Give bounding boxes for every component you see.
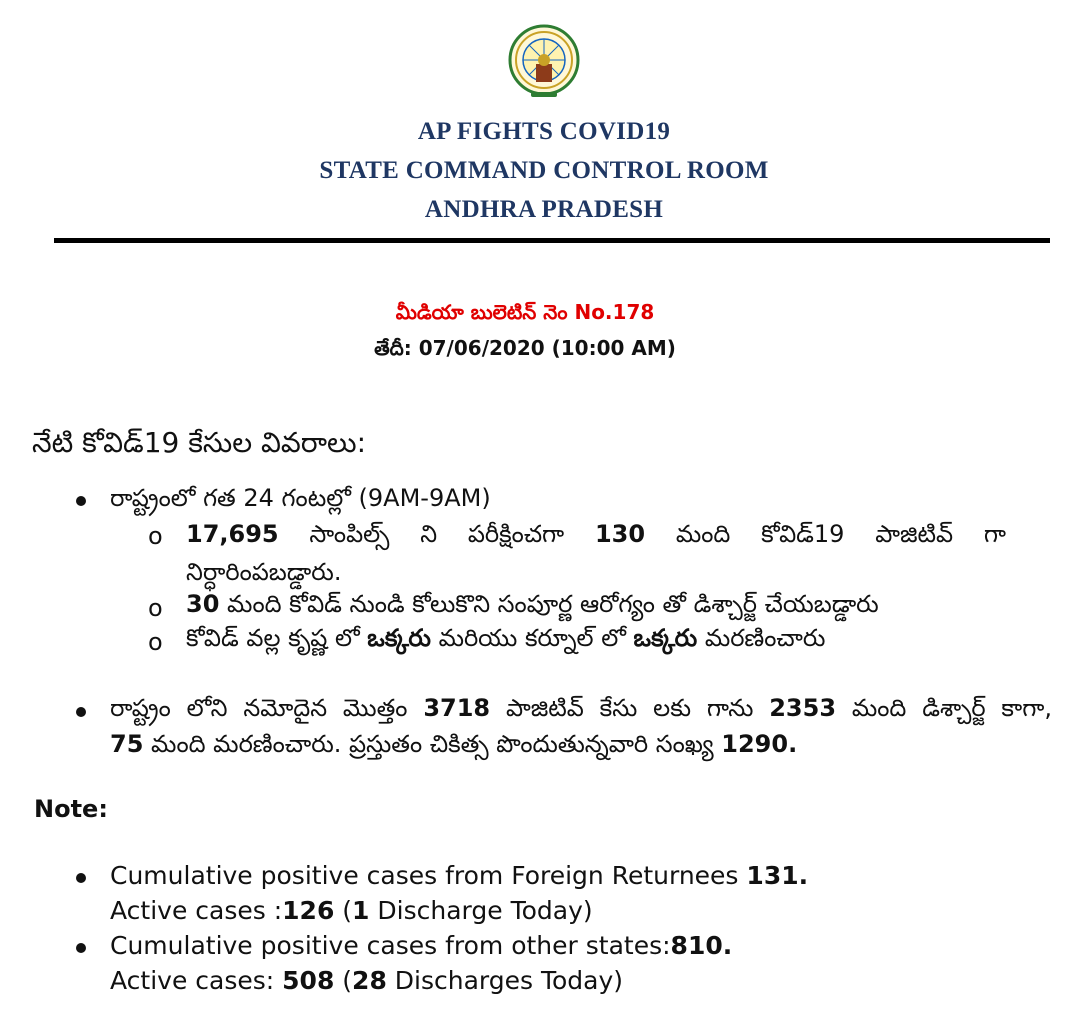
date-value: : 07/06/2020 (10:00 AM) <box>403 336 676 360</box>
samples-text: సాంపిల్స్ ని పరీక్షించగా <box>309 520 565 548</box>
state-24h-intro: రాష్ట్రంలో గత 24 గంటల్లో (9AM-9AM) <box>110 484 491 512</box>
header-line-2: STATE COMMAND CONTROL ROOM <box>319 157 769 184</box>
total-positive: 3718 <box>423 694 491 722</box>
deaths-line <box>186 624 825 658</box>
bullet-icon <box>76 873 86 883</box>
foreign-line <box>110 861 808 890</box>
foreign-active: 126 <box>282 896 335 925</box>
foreign-discharge: 1 <box>352 896 370 925</box>
recovered-count: 30 <box>186 590 220 618</box>
section-title <box>32 426 366 466</box>
other-discharge: 28 <box>352 966 387 995</box>
foreign-active-line <box>110 896 593 925</box>
bullet-icon <box>76 707 86 717</box>
section-title-colon: : <box>356 426 366 459</box>
header-divider <box>54 238 1050 243</box>
state-total-line-2 <box>110 730 797 764</box>
deaths-post: మరణించారు <box>704 624 826 652</box>
state-total-line-1 <box>110 694 1052 728</box>
circle-bullet-icon: o <box>148 628 163 656</box>
positive-count: 130 <box>594 520 646 548</box>
deaths-kurnool: ఒక్కరు <box>633 624 698 652</box>
bulletin-title: మీడియా బులెటిన్ నెం No.178 <box>395 300 655 324</box>
other-count: 810. <box>670 931 733 960</box>
bulletin-date <box>0 336 1050 365</box>
other-paren: ( <box>334 966 353 995</box>
total-deaths: 75 <box>110 730 144 758</box>
total-active: 1290. <box>721 730 798 758</box>
deaths-krishna: ఒక్కరు <box>367 624 431 652</box>
section-title-text: నేటి కోవిడ్19 కేసుల వివరాలు <box>32 426 357 459</box>
foreign-paren: ( <box>334 896 353 925</box>
foreign-text: Cumulative positive cases from Foreign Returnees <box>110 861 739 890</box>
other-discharge-text: Discharges Today) <box>386 966 624 995</box>
deaths-mid: మరియు కర్నూల్ లో <box>438 624 626 652</box>
foreign-count: 131. <box>746 861 809 890</box>
total-pre: రాష్ట్రం లోని నమోదైన మొత్తం <box>110 694 408 722</box>
other-active: 508 <box>282 966 335 995</box>
foreign-active-label: Active cases : <box>110 896 283 925</box>
circle-bullet-icon: o <box>148 522 163 550</box>
other-active-line <box>110 966 623 995</box>
other-line <box>110 931 732 960</box>
recovered-text: మంది కోవిడ్ నుండి కోలుకొని సంపూర్ణ ఆరోగ్యం తో డిశ్చార్జ్ చేయబడ్డారు <box>227 590 879 618</box>
other-active-label: Active cases: <box>110 966 283 995</box>
positive-text: మంది కోవిడ్19 పాజిటివ్ గా <box>675 520 1007 548</box>
header-line-3: ANDHRA PRADESH <box>424 196 664 223</box>
bullet-icon <box>76 496 86 506</box>
total-mid2: మంది డిశ్చార్జ్ కాగా, <box>851 694 1052 722</box>
deaths-pre: కోవిడ్ వల్ల కృష్ణ లో <box>186 624 360 652</box>
bullet-icon <box>76 943 86 953</box>
date-label: తేదీ <box>374 336 404 360</box>
foreign-discharge-text: Discharge Today) <box>369 896 593 925</box>
total-discharged: 2353 <box>769 694 837 722</box>
note-label: Note: <box>34 795 108 823</box>
circle-bullet-icon: o <box>148 594 163 622</box>
total-mid3: మంది మరణించారు. ప్రస్తుతం చికిత్స పొందుతున్నవారి సంఖ్య <box>151 730 714 758</box>
positive-continuation: నిర్ధారింపబడ్డారు. <box>186 558 342 586</box>
total-mid1: పాజిటివ్ కేసు లకు గాను <box>505 694 754 722</box>
samples-line <box>186 520 1006 554</box>
samples-count: 17,695 <box>186 520 279 548</box>
ap-emblem-logo <box>505 24 583 106</box>
other-text: Cumulative positive cases from other states: <box>110 931 671 960</box>
header-line-1: AP FIGHTS COVID19 <box>417 118 671 145</box>
recovered-line <box>186 590 879 624</box>
